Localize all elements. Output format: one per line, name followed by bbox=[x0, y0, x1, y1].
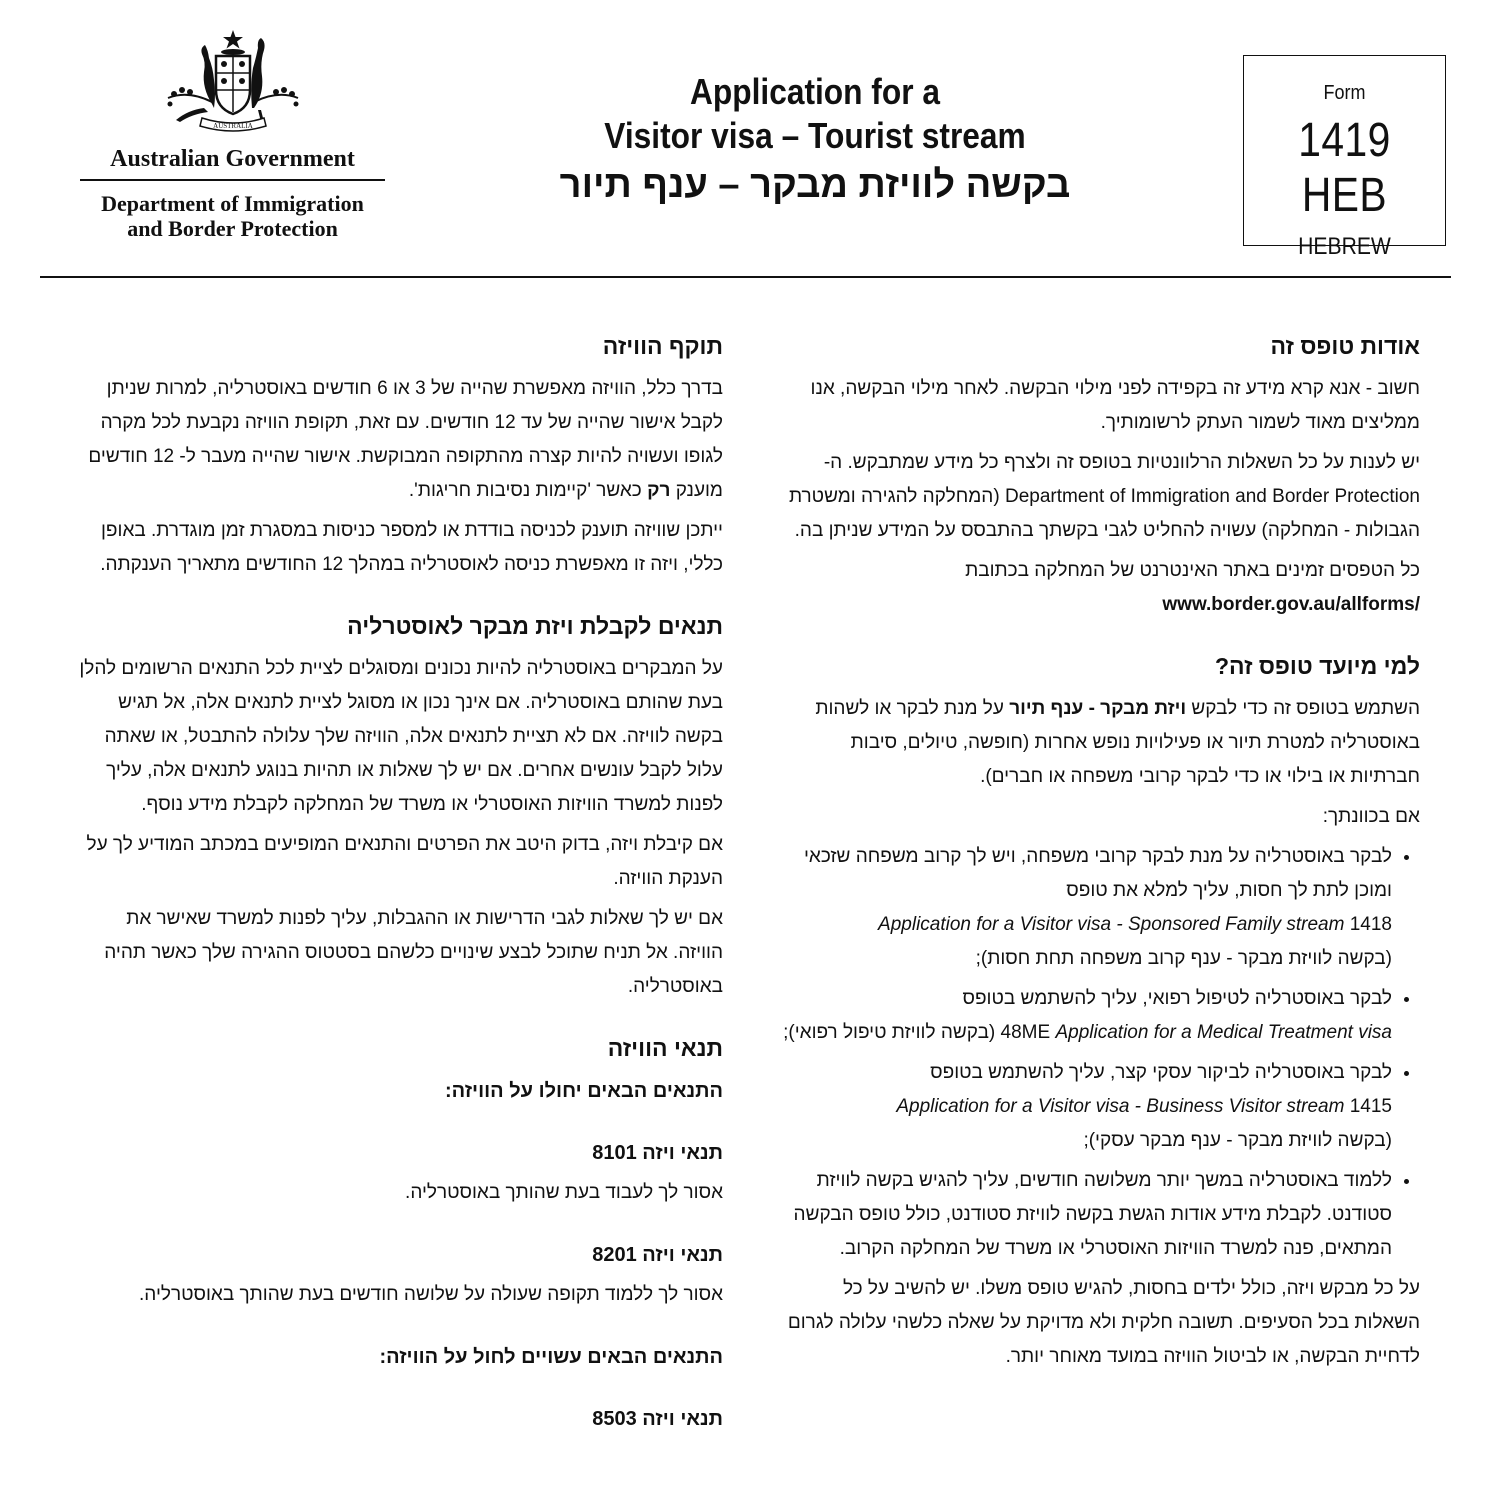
validity-text-end: כאשר 'קיימות נסיבות חריגות'. bbox=[408, 480, 642, 501]
validity-paragraph-2: ייתכן שוויזה תוענק לכניסה בודדת או למספר כניסות במסגרת זמן מוגדרת. באופן כללי, ויזה זו מאפשרת כניסה לאוסטרליה במהלך 12 החודשים מתאריך הענקתה. bbox=[100, 520, 723, 575]
condition-8201-title: תנאי ויזה 8201 bbox=[592, 1244, 723, 1266]
list-item-text: לבקר באוסטרליה לטיפול רפואי, עליך להשתמש בטופס bbox=[962, 988, 1392, 1009]
condition-8101-title: תנאי ויזה 8101 bbox=[592, 1142, 723, 1164]
form-number: 1419 HEB bbox=[1298, 114, 1391, 222]
form-ref-title: Application for a Visitor visa - Sponsored Family stream bbox=[878, 914, 1345, 935]
form-ref-title: Application for a Visitor visa - Business Visitor stream bbox=[896, 1096, 1345, 1117]
page-header bbox=[0, 0, 1500, 278]
visa-conditions-heading: תנאי הוויזה bbox=[607, 1035, 723, 1061]
conditions-paragraph-1: על המבקרים באוסטרליה להיות נכונים ומסוגלים לציית לכל התנאים הרשומים להלן בעת שהותם באוסטרליה. אם אינך נכון או מסוגל לציית לתנאים אלה, אל תגיש בקשה לוויזה. אם לא תציית לתנאים אלה, הוויזה שלך עלולה להתבטל, או שאתה עלול לקבל עונשים אחרים. אם יש לך שאלות או תהיות בנוגע לתנאים אלה, עליך לפנות למשרד הוויזות האוסטרלי או משרד של המחלקה לקבלת מידע נוסף. bbox=[79, 658, 723, 815]
final-paragraph: על כל מבקש ויזה, כולל ילדים בחסות, להגיש טופס משלו. יש להשיב על כל השאלות בכל הסעיפים. תשובה חלקית ולא מדויקת על שאלה כלשהי עלולה לגרום לדחיית הבקשה, או לביטול הוויזה במועד מאוחר יותר. bbox=[787, 1278, 1420, 1367]
about-p2-end: (המחלקה להגירה ומשטרת הגבולות - המחלקה) עשויה להחליט לגבי בקשתך בהתבסס על המידע שניתן בה. bbox=[788, 486, 1420, 541]
intent-list bbox=[780, 840, 1420, 1266]
may-apply-label: התנאים הבאים עשויים לחול על הוויזה: bbox=[379, 1346, 723, 1368]
left-column bbox=[75, 330, 723, 1442]
right-column bbox=[780, 330, 1420, 1380]
form-ref-hebrew: (בקשה לוויזת מבקר - ענף קרוב משפחה תחת חסות); bbox=[975, 948, 1392, 969]
list-item bbox=[780, 840, 1392, 976]
who-text-start: השתמש בטופס זה כדי לבקש bbox=[1191, 698, 1420, 719]
department-name-line1: Department of Immigration bbox=[101, 191, 364, 216]
if-intend-label: אם בכוונתך: bbox=[1322, 806, 1420, 827]
crest-scroll-text: AUSTRALIA bbox=[212, 122, 253, 130]
conditions-heading: תנאים לקבלת ויזת מבקר לאוסטרליה bbox=[347, 613, 723, 639]
condition-8201-text: אסור לך ללמוד תקופה שעולה על שלושה חודשים בעת שהותך באוסטרליה. bbox=[139, 1284, 723, 1305]
form-ref-number: 48ME bbox=[1000, 1022, 1051, 1043]
condition-8101-text: אסור לך לעבוד בעת שהותך באוסטרליה. bbox=[405, 1182, 723, 1203]
validity-text-start: בדרך כלל, הוויזה מאפשרת שהייה של 3 או 6 חודשים באוסטרליה, למרות שניתן לקבל אישור שהייה של עד 12 חודשים. עם זאת, תקופת הוויזה נקבעת לכל מקרה לגופו ועשויה להיות קצרה מהתקופה המבוקשת. אישור שהייה מעבר ל- 12 חודשים מוענק bbox=[88, 378, 723, 501]
form-language: HEBREW bbox=[1298, 233, 1391, 260]
validity-paragraph-1 bbox=[75, 372, 723, 508]
who-text-end: על מנת לבקר או לשהות באוסטרליה למטרת תיור או פעילויות נופש אחרות (חופשה, טיולים, סיבות חברתיות או בילוי או כדי לבקר קרובי משפחה או חברים). bbox=[815, 698, 1420, 787]
government-logo bbox=[80, 28, 385, 241]
form-ref-title: Application for a Medical Treatment visa bbox=[1055, 1022, 1392, 1043]
about-paragraph-3 bbox=[780, 554, 1420, 622]
who-heading: למי מיועד טופס זה? bbox=[1214, 653, 1420, 679]
header-divider bbox=[40, 276, 1451, 278]
title-english-line2: Visitor visa – Tourist stream bbox=[604, 115, 1026, 156]
forms-url-link[interactable]: www.border.gov.au/allforms/ bbox=[1162, 594, 1420, 615]
form-ref-hebrew: (בקשה לוויזת מבקר - ענף מבקר עסקי); bbox=[1083, 1130, 1392, 1151]
validity-emphasis: רק bbox=[647, 480, 671, 501]
title-english-line1: Application for a bbox=[690, 71, 940, 112]
who-paragraph bbox=[780, 692, 1420, 794]
coat-of-arms-icon bbox=[158, 28, 308, 136]
forms-availability-text: כל הטפסים זמינים באתר האינטרנט של המחלקה בכתובת bbox=[965, 560, 1420, 581]
form-ref-number: 1418 bbox=[1349, 914, 1392, 935]
title-hebrew: בקשה לוויזת מבקר – ענף תיור bbox=[559, 164, 1071, 206]
conditions-paragraph-3: אם יש לך שאלות לגבי הדרישות או ההגבלות, עליך לפנות למשרד שאישר את הוויזה. אל תניח שתוכל לבצע שינויים כלשהם בסטטוס ההגירה שלך כאשר תהיה באוסטרליה. bbox=[104, 908, 723, 997]
form-ref-hebrew: (בקשה לוויזת טיפול רפואי); bbox=[783, 1022, 996, 1043]
list-item bbox=[780, 1056, 1392, 1158]
list-item-text: לבקר באוסטרליה על מנת לבקר קרובי משפחה, ויש לך קרוב משפחה שזכאי ומוכן לתת לך חסות, עליך למלא את טופס bbox=[803, 846, 1392, 901]
validity-heading: תוקף הוויזה bbox=[602, 333, 723, 359]
list-item-text: לבקר באוסטרליה לביקור עסקי קצר, עליך להשתמש בטופס bbox=[930, 1062, 1392, 1083]
department-english-name: Department of Immigration and Border Protection bbox=[1004, 486, 1420, 507]
will-apply-label: התנאים הבאים יחולו על הוויזה: bbox=[444, 1080, 723, 1102]
list-item: • ללמוד באוסטרליה במשך יותר משלושה חודשים, עליך להגיש בקשה לוויזת סטודנט. לקבלת מידע אודות הגשת בקשה לוויזת סטודנט, כולל טופס הבקשה המתאים, פנה למשרד הוויזות האוסטרלי או משרד של המחלקה הקרוב. bbox=[780, 1164, 1392, 1266]
conditions-paragraph-2: אם קיבלת ויזה, בדוק היטב את הפרטים והתנאים המופיעים במכתב המודיע לך על הענקת הוויזה. bbox=[86, 834, 723, 889]
government-name: Australian Government bbox=[110, 146, 355, 172]
condition-8503-title: תנאי ויזה 8503 bbox=[592, 1408, 723, 1430]
list-item bbox=[780, 982, 1392, 1050]
department-name-line2: and Border Protection bbox=[127, 216, 338, 241]
form-title bbox=[520, 70, 1110, 207]
about-paragraph-2 bbox=[780, 446, 1420, 548]
logo-divider bbox=[80, 179, 385, 181]
form-label: Form bbox=[1323, 82, 1366, 104]
form-ref-number: 1415 bbox=[1349, 1096, 1392, 1117]
about-paragraph-1: חשוב - אנא קרא מידע זה בקפידה לפני מילוי הבקשה. לאחר מילוי הבקשה, אנו ממליצים מאוד לשמור העתק לרשומותיך. bbox=[810, 378, 1420, 433]
about-heading: אודות טופס זה bbox=[1270, 333, 1420, 359]
form-number-box bbox=[1243, 55, 1446, 260]
who-visa-name: ויזת מבקר - ענף תיור bbox=[1009, 698, 1187, 719]
about-p2-start: יש לענות על כל השאלות הרלוונטיות בטופס זה ולצרף כל מידע שמתבקש. ה- bbox=[823, 452, 1420, 473]
